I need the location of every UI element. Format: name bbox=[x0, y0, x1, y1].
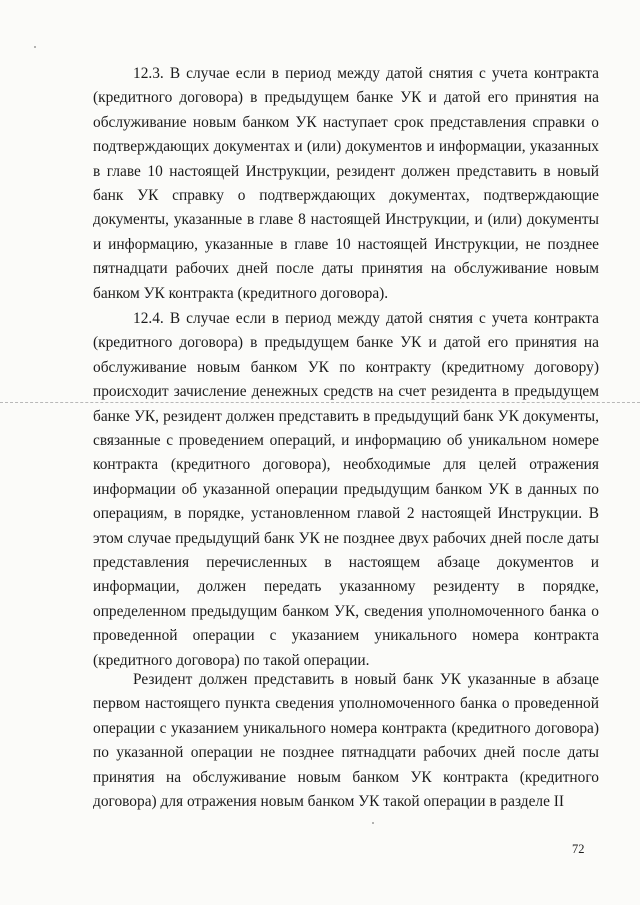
paragraph-text: Резидент должен представить в новый банк УК указанные в абзаце первом настоящего пункта сведения уполномоченного банка о проведенной операции с указанием уникального номера контракта (кредитного договора) по указанной операции не позднее пятнадцати рабочих дней после даты принятия на обслуживание новым банком УК контракта (кредитного договора) для отражения новым банком УК такой операции в разделе II bbox=[93, 671, 599, 811]
paragraph-text: 12.3. В случае если в период между датой снятия с учета контракта (кредитного договора) в предыдущем банке УК и датой его принятия на обслуживание новым банком УК наступает срок представления справки о подтверждающих документах и (или) документов и информации, указанных в главе 10 настоящей Инструкции, резидент должен представить в новый банк УК справку о подтверждающих документах, подтверждающие документы, указанные в главе 8 настоящей Инструкции, и (или) документы и информацию, указанные в главе 10 настоящей Инструкции, не позднее пятнадцати рабочих дней после даты принятия на обслуживание новым банком УК контракта (кредитного договора). bbox=[93, 65, 599, 302]
scan-speck bbox=[372, 822, 374, 824]
paragraph-text: 12.4. В случае если в период между датой снятия с учета контракта (кредитного договора) в предыдущем банке УК и датой его принятия на обслуживание новым банком УК по контракту (кредитному договору) происходит зачисление денежных средств на счет резидента в предыдущем банке УК, резидент должен представить в предыдущий банк УК документы, связанные с проведением операций, и информацию об уникальном номере контракта (кредитного договора), необходимые для целей отражения информации об указанной операции предыдущим банком УК в данных по операциям, в порядке, установленном главой 2 настоящей Инструкции. В этом случае предыдущий банк УК не позднее двух рабочих дней после даты представления перечисленных в настоящем абзаце документов и информации, должен передать указанному резиденту в порядке, определенном предыдущим банком УК, сведения уполномоченного банка о проведенной операции с указанием уникального номера контракта (кредитного договора) по такой операции. bbox=[93, 310, 599, 669]
scan-speck bbox=[34, 46, 36, 48]
paragraph-12-3 bbox=[93, 62, 599, 306]
paragraph-12-4 bbox=[93, 307, 599, 673]
paragraph-resident bbox=[93, 668, 599, 814]
page-number: 72 bbox=[572, 842, 585, 856]
